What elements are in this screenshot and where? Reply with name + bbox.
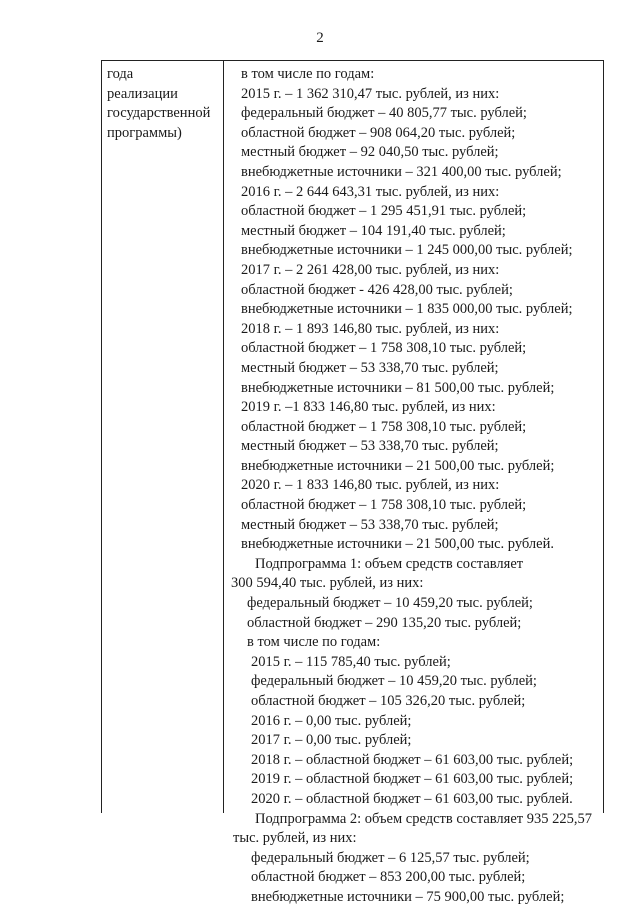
funding-line: внебюджетные источники – 1 835 000,00 тыс. рублей; — [241, 301, 573, 318]
funding-line: областной бюджет – 290 135,20 тыс. рублей; — [247, 614, 522, 631]
funding-line: внебюджетные источники – 21 500,00 тыс. рублей; — [241, 457, 555, 474]
funding-line: внебюджетные источники – 321 400,00 тыс. рублей; — [241, 163, 562, 180]
label-line: государственной — [107, 105, 211, 122]
funding-line: федеральный бюджет – 10 459,20 тыс. рублей; — [247, 595, 533, 612]
funding-line: областной бюджет – 1 758 308,10 тыс. рублей; — [241, 340, 527, 357]
funding-line: 2019 г. – областной бюджет – 61 603,00 тыс. рублей; — [251, 771, 574, 788]
label-line: реализации — [107, 85, 178, 102]
label-line: года — [107, 66, 134, 82]
label-line: программы) — [107, 124, 182, 141]
funding-line: федеральный бюджет – 10 459,20 тыс. рублей; — [251, 673, 537, 690]
financing-table — [101, 60, 604, 905]
funding-line: в том числе по годам: — [247, 634, 381, 651]
funding-line: 2020 г. – 1 833 146,80 тыс. рублей, из них: — [241, 477, 500, 494]
funding-line: федеральный бюджет – 40 805,77 тыс. рублей; — [241, 105, 527, 122]
funding-line: Подпрограмма 1: объем средств составляет — [255, 555, 524, 572]
funding-line: 2016 г. – 2 644 643,31 тыс. рублей, из них: — [241, 183, 500, 200]
table-cell-funding — [231, 65, 603, 908]
funding-line: местный бюджет – 92 040,50 тыс. рублей; — [241, 144, 499, 161]
funding-line: 2019 г. –1 833 146,80 тыс. рублей, из них: — [241, 399, 496, 416]
funding-line: областной бюджет - 426 428,00 тыс. рублей; — [241, 281, 513, 298]
funding-line: местный бюджет – 53 338,70 тыс. рублей; — [241, 516, 499, 533]
table-right-border — [603, 60, 604, 813]
funding-line: областной бюджет – 908 064,20 тыс. рублей; — [241, 124, 516, 141]
funding-line: внебюджетные источники – 21 500,00 тыс. рублей. — [241, 536, 554, 553]
funding-line: местный бюджет – 53 338,70 тыс. рублей; — [241, 359, 499, 376]
funding-line: областной бюджет – 1 758 308,10 тыс. рублей; — [241, 497, 527, 514]
funding-line: Подпрограмма 2: объем средств составляет 935 225,57 — [255, 810, 592, 827]
funding-line: 2015 г. – 115 785,40 тыс. рублей; — [251, 653, 451, 670]
funding-line: тыс. рублей, из них: — [233, 830, 357, 847]
funding-line: 2016 г. – 0,00 тыс. рублей; — [251, 712, 412, 729]
funding-line: местный бюджет – 104 191,40 тыс. рублей; — [241, 222, 506, 239]
funding-line: 2015 г. – 1 362 310,47 тыс. рублей, из них: — [241, 85, 500, 102]
funding-line: местный бюджет – 53 338,70 тыс. рублей; — [241, 438, 499, 455]
funding-line: 2017 г. – 2 261 428,00 тыс. рублей, из них: — [241, 261, 500, 278]
funding-line: федеральный бюджет – 6 125,57 тыс. рублей; — [251, 849, 530, 866]
funding-line: 2020 г. – областной бюджет – 61 603,00 тыс. рублей. — [251, 790, 573, 807]
funding-line: областной бюджет – 105 326,20 тыс. рублей; — [251, 693, 526, 709]
page-number: 2 — [316, 30, 324, 46]
funding-line: 300 594,40 тыс. рублей, из них: — [231, 575, 424, 592]
funding-line: внебюджетные источники – 81 500,00 тыс. рублей; — [241, 379, 555, 396]
table-cell-label — [107, 65, 222, 143]
table-top-border — [101, 60, 604, 61]
funding-line: 2017 г. – 0,00 тыс. рублей; — [251, 732, 412, 749]
funding-line: 2018 г. – областной бюджет – 61 603,00 тыс. рублей; — [251, 751, 574, 768]
funding-line: в том числе по годам: — [241, 66, 375, 82]
table-column-divider — [223, 60, 224, 813]
funding-line: областной бюджет – 1 295 451,91 тыс. рублей; — [241, 203, 527, 220]
funding-line: 2018 г. – 1 893 146,80 тыс. рублей, из них: — [241, 320, 500, 337]
funding-line: внебюджетные источники – 75 900,00 тыс. рублей; — [251, 888, 565, 905]
funding-line: внебюджетные источники – 1 245 000,00 тыс. рублей; — [241, 242, 573, 259]
table-left-border — [101, 60, 102, 813]
funding-line: областной бюджет – 1 758 308,10 тыс. рублей; — [241, 418, 527, 435]
funding-line: областной бюджет – 853 200,00 тыс. рублей; — [251, 869, 526, 886]
